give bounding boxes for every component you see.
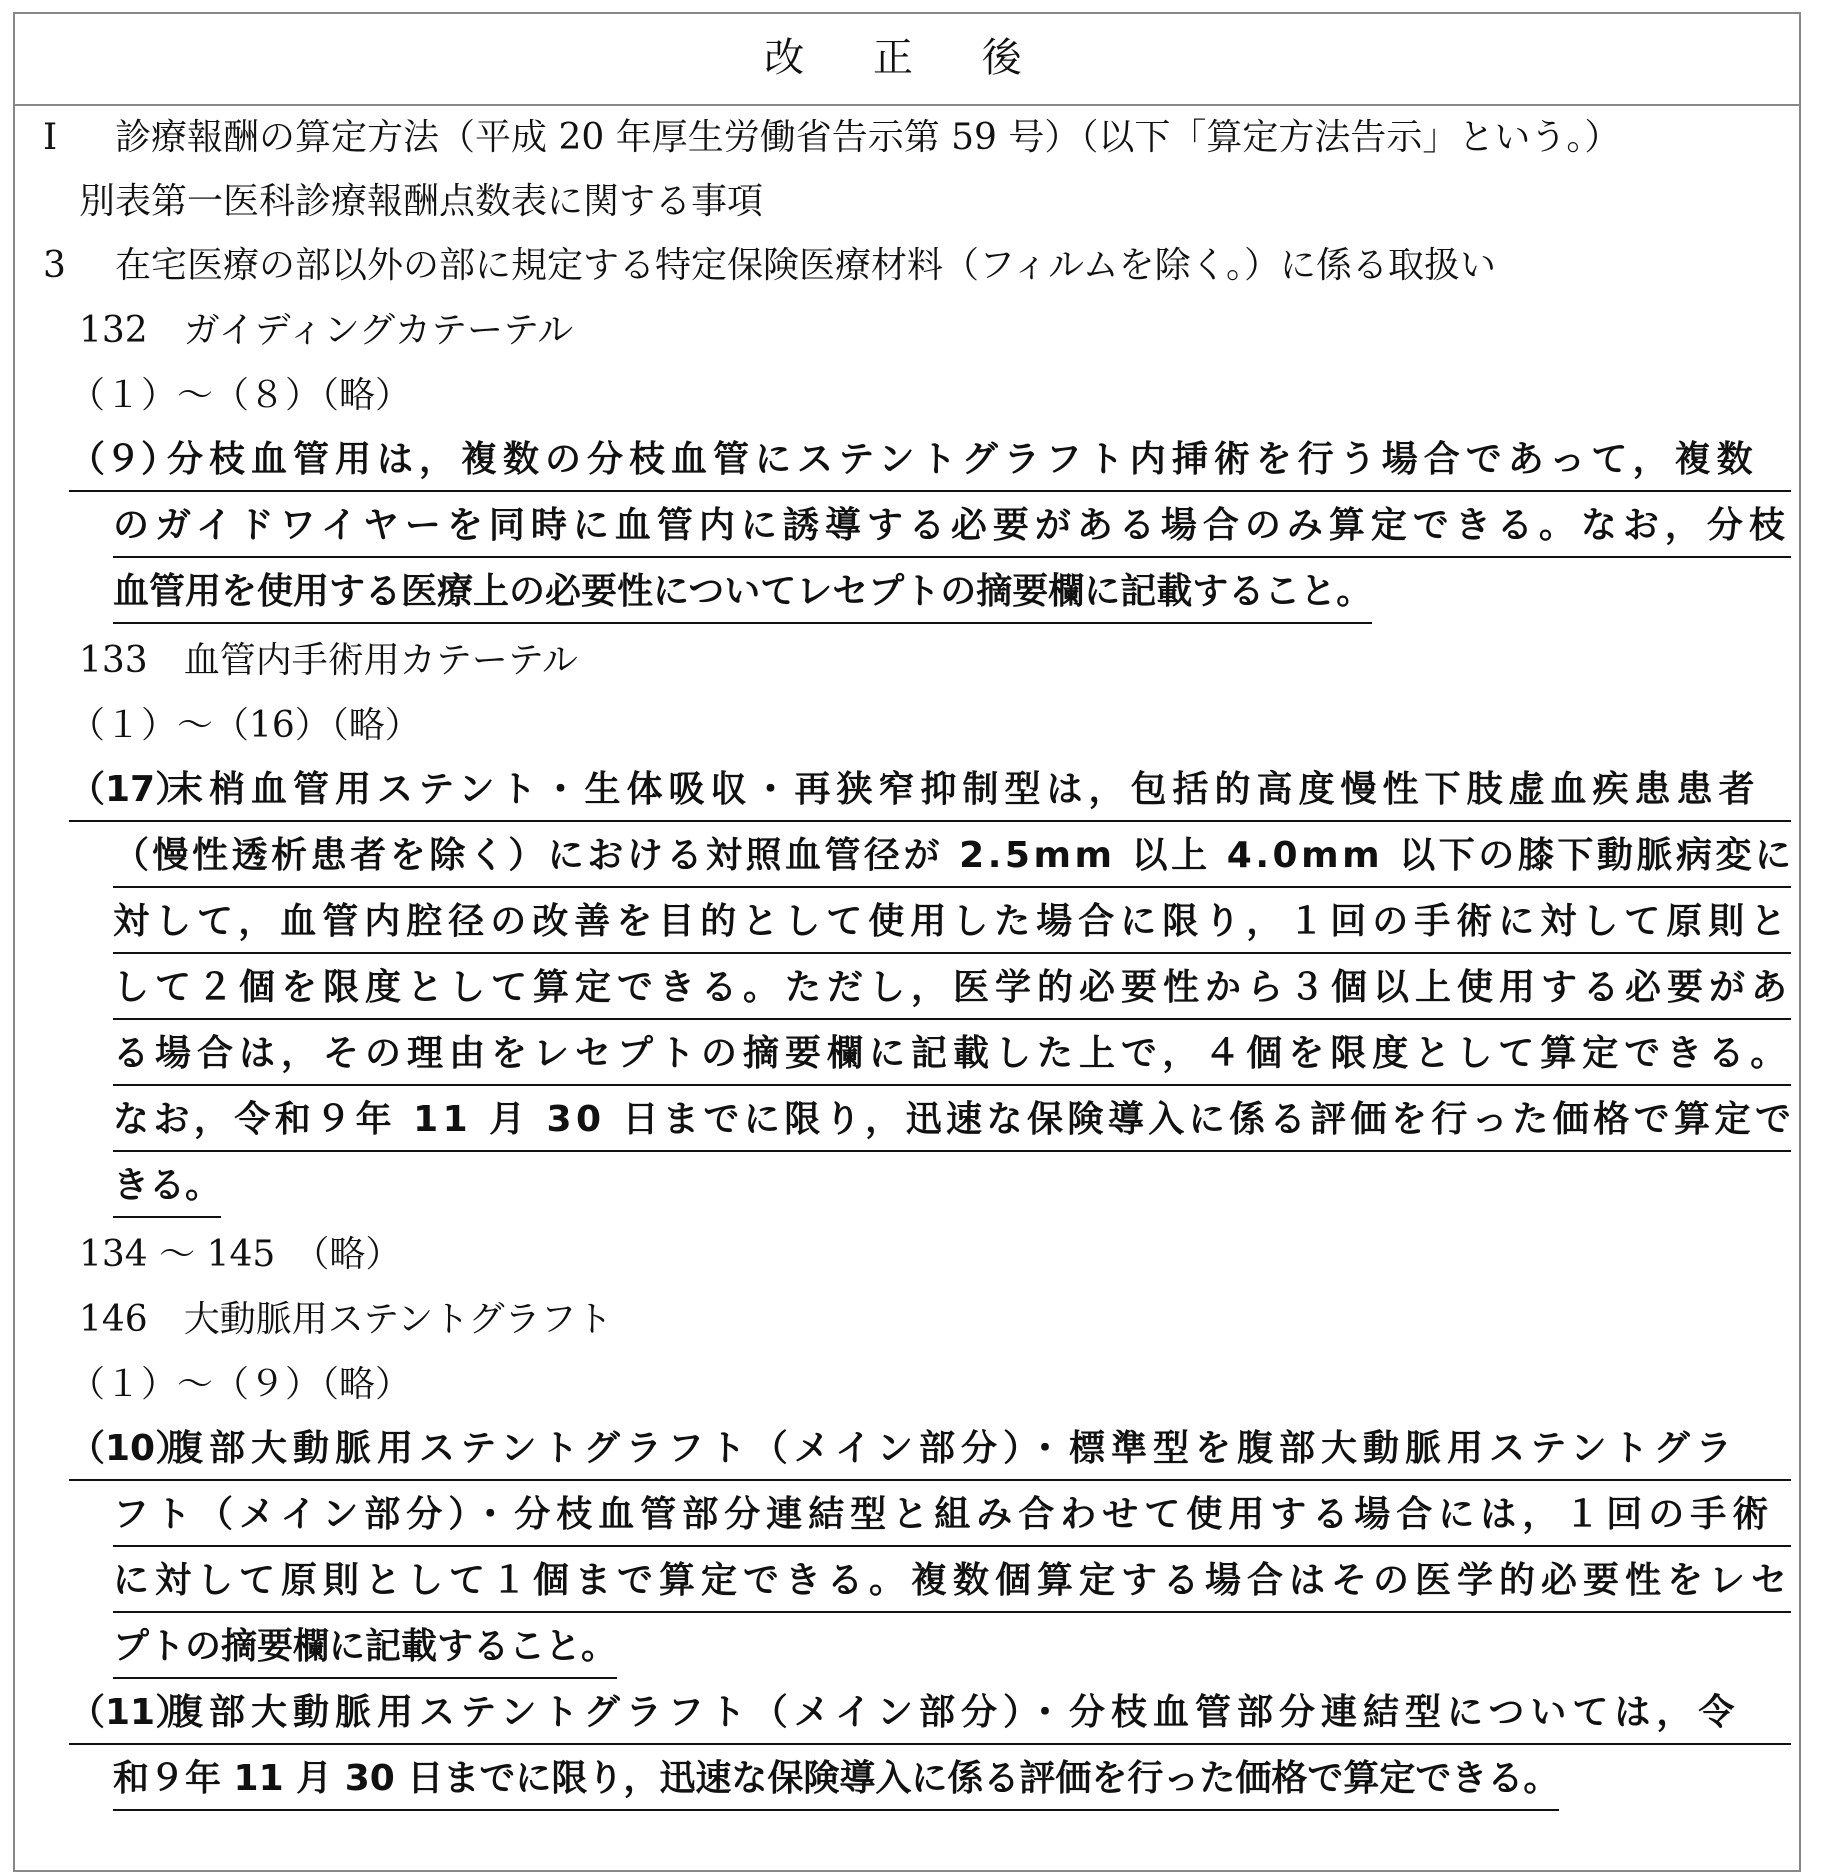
section-heading-cont: 別表第一医科診療報酬点数表に関する事項	[79, 181, 764, 222]
section-heading: 診療報酬の算定方法（平成 20 年厚生労働省告示第 59 号）（以下「算定方法告示」という。）	[115, 117, 1621, 158]
paragraph-line: なお，令和９年 11 月 30 日までに限り，迅速な保険導入に係る評価を行った価格で算定で	[113, 1090, 1791, 1152]
revision-table	[13, 12, 1801, 1872]
item-heading: 132 ガイディングカテーテル	[79, 310, 574, 351]
omitted-items: 134 ～ 145 （略）	[79, 1234, 402, 1275]
paragraph-line: 腹部大動脈用ステントグラフト（メイン部分）・分枝血管部分連結型については，令	[167, 1683, 1791, 1745]
paragraph-number: （11）	[69, 1683, 191, 1745]
paragraph-line: のガイドワイヤーを同時に血管内に誘導する必要がある場合のみ算定できる。なお，分枝	[113, 496, 1791, 558]
item-heading: 133 血管内手術用カテーテル	[79, 640, 578, 681]
paragraph-line: る場合は，その理由をレセプトの摘要欄に記載した上で，４個を限度として算定できる。	[113, 1024, 1791, 1086]
paragraph-line: 対して，血管内腔径の改善を目的として使用した場合に限り，１回の手術に対して原則と	[113, 892, 1791, 954]
paragraph-line: 末梢血管用ステント・生体吸収・再狭窄抑制型は，包括的高度慢性下肢虚血疾患患者	[167, 760, 1791, 822]
revision-body	[15, 104, 1799, 1870]
subsection-number: 3	[43, 245, 66, 286]
item-heading: 146 大動脈用ステントグラフト	[79, 1299, 613, 1340]
column-header: 改 正 後	[15, 14, 1799, 106]
paragraph-line: 腹部大動脈用ステントグラフト（メイン部分）・標準型を腹部大動脈用ステントグラ	[167, 1419, 1791, 1481]
paragraph-number: （17）	[69, 760, 191, 822]
paragraph-number: （10）	[69, 1419, 191, 1481]
omitted-items: （１）～（８）（略）	[69, 375, 412, 416]
omitted-items: （１）～（９）（略）	[69, 1364, 412, 1405]
subsection-heading: 在宅医療の部以外の部に規定する特定保険医療材料（フィルムを除く。）に係る取扱い	[115, 245, 1496, 286]
paragraph-line: きる。	[113, 1156, 221, 1218]
paragraph-line: 分枝血管用は，複数の分枝血管にステントグラフト内挿術を行う場合であって，複数	[167, 430, 1791, 492]
paragraph-line: （慢性透析患者を除く）における対照血管径が 2.5mm 以上 4.0mm 以下の膝下動脈病変に	[113, 826, 1791, 888]
paragraph-number: （９）	[69, 430, 177, 492]
paragraph-line: に対して原則として１個まで算定できる。複数個算定する場合はその医学的必要性をレセ	[113, 1551, 1791, 1613]
paragraph-line: フト（メイン部分）・分枝血管部分連結型と組み合わせて使用する場合には，１回の手術	[113, 1485, 1791, 1547]
omitted-items: （１）～（16）（略）	[69, 705, 421, 746]
paragraph-line: 和９年 11 月 30 日までに限り，迅速な保険導入に係る評価を行った価格で算定できる。	[113, 1749, 1559, 1811]
paragraph-line: 血管用を使用する医療上の必要性についてレセプトの摘要欄に記載すること。	[113, 562, 1372, 624]
paragraph-line: して２個を限度として算定できる。ただし，医学的必要性から３個以上使用する必要があ	[113, 958, 1791, 1020]
paragraph-line: プトの摘要欄に記載すること。	[113, 1617, 617, 1679]
section-number: Ⅰ	[43, 117, 58, 158]
